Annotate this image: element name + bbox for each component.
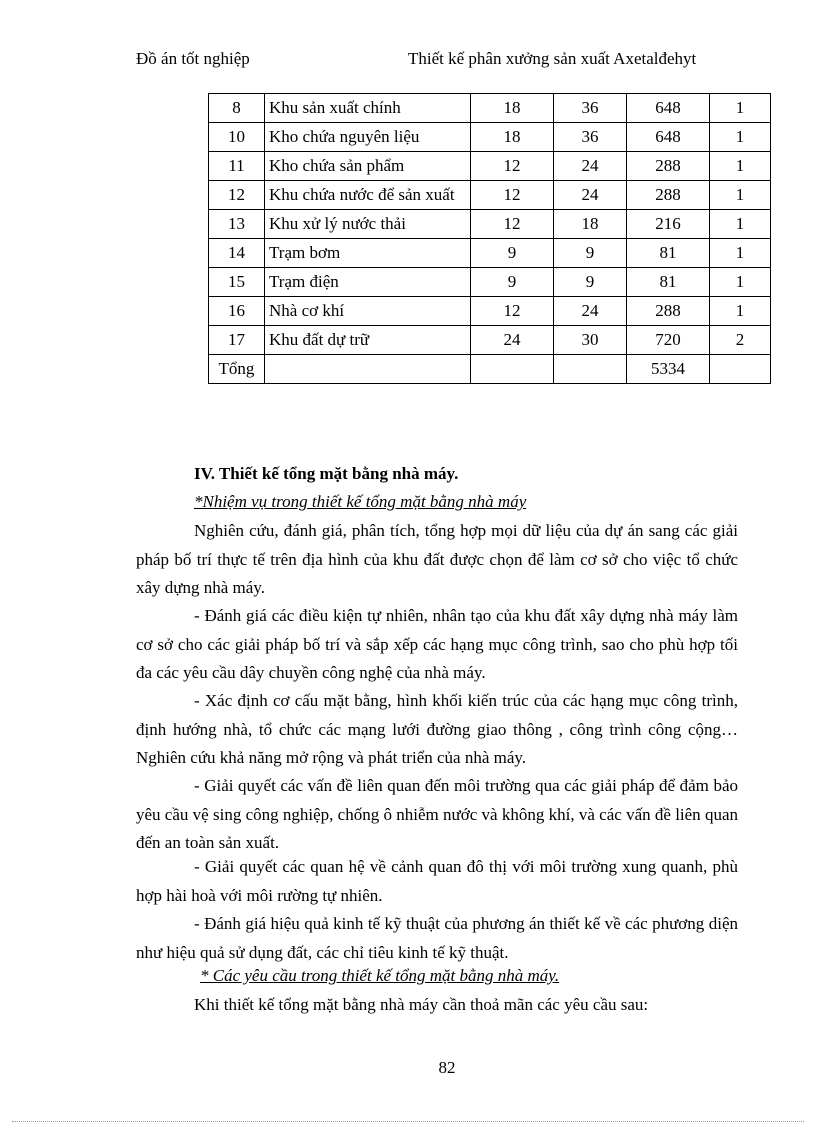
table-row [209, 152, 771, 181]
cell-quantity: 1 [710, 239, 771, 268]
cell-row-number: 17 [209, 326, 265, 355]
table-row [209, 210, 771, 239]
cell-width: 12 [471, 297, 554, 326]
paragraph-7: Khi thiết kế tổng mặt bằng nhà máy cần thoả mãn các yêu cầu sau: [194, 995, 649, 1014]
cell-width: 12 [471, 181, 554, 210]
subheading-tasks: *Nhiệm vụ trong thiết kế tổng mặt bằng nhà máy [194, 492, 527, 511]
cell-row-number: 16 [209, 297, 265, 326]
cell-width: 12 [471, 210, 554, 239]
cell-width: 9 [471, 268, 554, 297]
paragraph-1: Nghiên cứu, đánh giá, phân tích, tổng hợp mọi dữ liệu của dự án sang các giải pháp bố trí thực tế trên địa hình của khu đất được chọn để làm cơ sở cho việc tổ chức xây dựng nhà máy. [136, 521, 738, 597]
cell-quantity: 1 [710, 123, 771, 152]
empty-cell [265, 355, 471, 384]
empty-cell [471, 355, 554, 384]
cell-area-name: Khu chứa nước để sản xuất [265, 181, 471, 210]
cell-row-number: 11 [209, 152, 265, 181]
cell-quantity: 1 [710, 210, 771, 239]
area-table [208, 93, 771, 384]
cell-length: 24 [554, 152, 627, 181]
section-heading: IV. Thiết kế tổng mặt bằng nhà máy. [194, 464, 459, 483]
header-right: Thiết kế phân xưởng sản xuất Axetalđehyt [408, 49, 697, 68]
cell-length: 24 [554, 181, 627, 210]
empty-cell [710, 355, 771, 384]
cell-row-number: 12 [209, 181, 265, 210]
cell-area: 288 [627, 297, 710, 326]
table-row [209, 297, 771, 326]
cell-row-number: 8 [209, 94, 265, 123]
cell-area-name: Trạm bơm [265, 239, 471, 268]
paragraph-3: - Xác định cơ cấu mặt bằng, hình khối kiến trúc của các hạng mục công trình, định hướng nhà, tổ chức các mạng lưới đường giao thông , công trình công cộng…Nghiên cứu khả năng mở rộng và phát triển của nhà máy. [136, 691, 738, 767]
cell-area-name: Khu xử lý nước thải [265, 210, 471, 239]
cell-area-name: Kho chứa sản phẩm [265, 152, 471, 181]
table-row [209, 326, 771, 355]
cell-length: 36 [554, 123, 627, 152]
cell-row-number: 15 [209, 268, 265, 297]
table-row [209, 94, 771, 123]
cell-row-number: 10 [209, 123, 265, 152]
cell-quantity: 2 [710, 326, 771, 355]
cell-area: 648 [627, 94, 710, 123]
cell-area-name: Khu sản xuất chính [265, 94, 471, 123]
cell-length: 30 [554, 326, 627, 355]
cell-width: 24 [471, 326, 554, 355]
cell-width: 18 [471, 94, 554, 123]
table-row [209, 239, 771, 268]
subheading-requirements: * Các yêu cầu trong thiết kế tổng mặt bằng nhà máy. [200, 966, 560, 985]
table-total-row [209, 355, 771, 384]
area-table-body [209, 94, 771, 384]
cell-length: 18 [554, 210, 627, 239]
cell-area-name: Trạm điện [265, 268, 471, 297]
cell-length: 9 [554, 239, 627, 268]
cell-width: 18 [471, 123, 554, 152]
cell-quantity: 1 [710, 181, 771, 210]
cell-width: 9 [471, 239, 554, 268]
cell-length: 9 [554, 268, 627, 297]
table-row [209, 181, 771, 210]
total-value: 5334 [627, 355, 710, 384]
cell-area: 288 [627, 152, 710, 181]
table-row [209, 268, 771, 297]
paragraph-6: - Đánh giá hiệu quả kinh tế kỹ thuật của phương án thiết kế về các phương diện như hiệu quả sử dụng đất, các chỉ tiêu kinh tế kỹ thuật. [136, 914, 738, 962]
cell-quantity: 1 [710, 152, 771, 181]
cell-area-name: Kho chứa nguyên liệu [265, 123, 471, 152]
cell-quantity: 1 [710, 268, 771, 297]
cell-row-number: 13 [209, 210, 265, 239]
cell-area-name: Nhà cơ khí [265, 297, 471, 326]
cell-quantity: 1 [710, 94, 771, 123]
cell-length: 24 [554, 297, 627, 326]
cell-area: 648 [627, 123, 710, 152]
cell-area: 288 [627, 181, 710, 210]
cell-area: 216 [627, 210, 710, 239]
cell-area-name: Khu đất dự trữ [265, 326, 471, 355]
cell-quantity: 1 [710, 297, 771, 326]
cell-area: 720 [627, 326, 710, 355]
page-number: 82 [438, 1058, 456, 1077]
cell-width: 12 [471, 152, 554, 181]
footer-rule [12, 1121, 804, 1122]
paragraph-5: - Giải quyết các quan hệ về cảnh quan đô thị với môi trường xung quanh, phù hợp hài hoà với môi rường tự nhiên. [136, 857, 738, 905]
table-row [209, 123, 771, 152]
empty-cell [554, 355, 627, 384]
cell-length: 36 [554, 94, 627, 123]
header-left: Đồ án tốt nghiệp [136, 49, 250, 68]
cell-row-number: 14 [209, 239, 265, 268]
cell-area: 81 [627, 239, 710, 268]
paragraph-4: - Giải quyết các vấn đề liên quan đến môi trường qua các giải pháp để đảm bảo yêu cầu vệ sing công nghiệp, chống ô nhiễm nước và không khí, và các vấn đề liên quan đến an toàn sản xuất. [136, 776, 738, 852]
total-label: Tổng [209, 355, 265, 384]
paragraph-2: - Đánh giá các điều kiện tự nhiên, nhân tạo của khu đất xây dựng nhà máy làm cơ sở cho các giải pháp bố trí và sắp xếp các hạng mục công trình, sao cho phù hợp tối đa các yêu cầu dây chuyền công nghệ của nhà máy. [136, 606, 738, 682]
cell-area: 81 [627, 268, 710, 297]
